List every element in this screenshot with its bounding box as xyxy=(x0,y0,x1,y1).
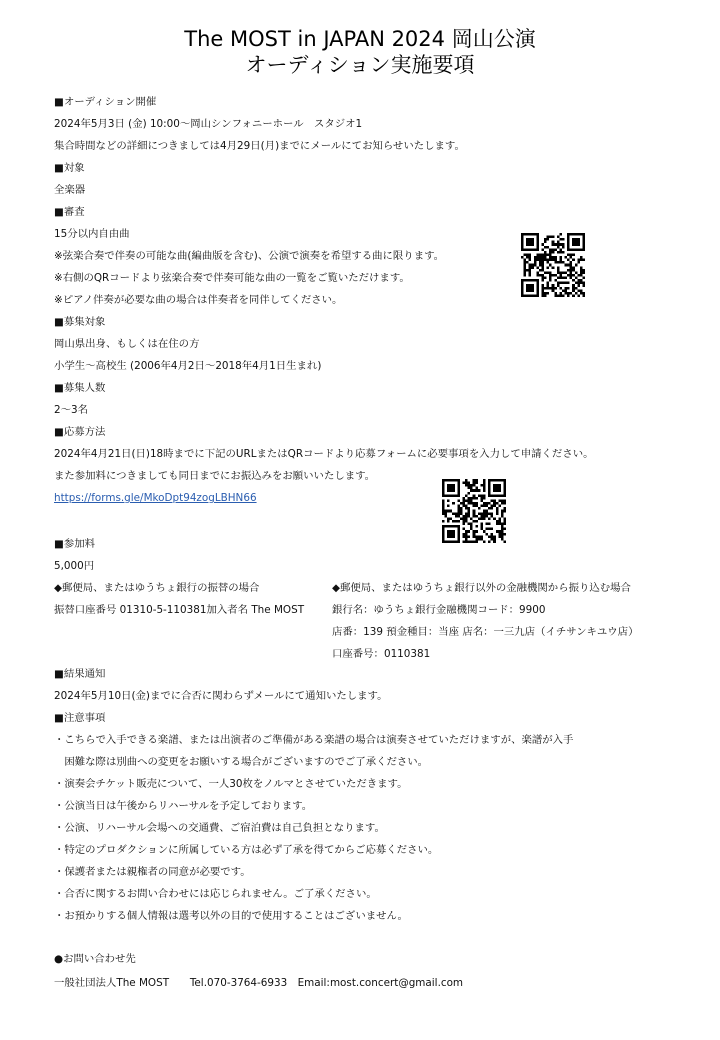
eligibility-heading: ■募集対象 xyxy=(54,316,106,328)
audition-date-venue: 2024年5月3日 (金) 10:00～岡山シンフォニーホール スタジオ1 xyxy=(54,118,363,130)
notes-heading: ■注意事項 xyxy=(54,712,106,724)
notes-item-1a: ・こちらで入手できる楽譜、または出演者のご準備がある楽譜の場合は演奏させていただけますが、楽譜が入手 xyxy=(54,734,574,746)
review-qr-code-icon[interactable] xyxy=(521,233,585,297)
fee-postal-account: 振替口座番号 01310-5-110381加入者名 The MOST xyxy=(54,604,305,616)
fee-bank-heading: ◆郵便局、またはゆうちょ銀行以外の金融機関から振り込む場合 xyxy=(332,582,631,594)
fee-bank-account: 口座番号：0110381 xyxy=(332,648,431,660)
contact-line: 一般社団法人The MOST Tel.070-3764-6933 Email:most.concert@gmail.com xyxy=(54,977,464,989)
apply-form-link[interactable]: https://forms.gle/MkoDpt94zogLBHN66 xyxy=(54,492,257,504)
fee-postal-heading: ◆郵便局、またはゆうちょ銀行の振替の場合 xyxy=(54,582,260,594)
notes-item-7: ・合否に関するお問い合わせには応じられません。ご了承ください。 xyxy=(54,888,377,900)
review-item-4: ※ピアノ伴奏が必要な曲の場合は伴奏者を同伴してください。 xyxy=(54,294,343,306)
review-item-3: ※右側のQRコードより弦楽合奏で伴奏可能な曲の一覧をご覧いただけます。 xyxy=(54,272,410,284)
audition-heading: ■オーディション開催 xyxy=(54,96,157,108)
notes-item-3: ・公演当日は午後からリハーサルを予定しております。 xyxy=(54,800,313,812)
review-heading: ■審査 xyxy=(54,206,85,218)
audition-notice: 集合時間などの詳細につきましては4月29日(月)までにメールにてお知らせいたします。 xyxy=(54,140,465,152)
notes-item-6: ・保護者または親権者の同意が必要です。 xyxy=(54,866,251,878)
contact-heading: ●お問い合わせ先 xyxy=(54,953,136,965)
apply-qr-code-icon[interactable] xyxy=(442,479,506,543)
result-heading: ■結果通知 xyxy=(54,668,106,680)
count-value: 2～3名 xyxy=(54,404,89,416)
notes-item-2: ・演奏会チケット販売について、一人30枚をノルマとさせていただきます。 xyxy=(54,778,408,790)
target-value: 全楽器 xyxy=(54,184,86,196)
eligibility-line-2: 小学生～高校生 (2006年4月2日～2018年4月1日生まれ) xyxy=(54,360,322,372)
eligibility-line-1: 岡山県出身、もしくは在住の方 xyxy=(54,338,200,350)
fee-heading: ■参加料 xyxy=(54,538,95,550)
notes-item-8: ・お預かりする個人情報は選考以外の目的で使用することはございません。 xyxy=(54,910,408,922)
notes-item-1b: 困難な際は別曲への変更をお願いする場合がございますのでご了承ください。 xyxy=(54,756,429,768)
target-heading: ■対象 xyxy=(54,162,85,174)
notes-item-4: ・公演、リハーサル会場への交通費、ご宿泊費は自己負担となります。 xyxy=(54,822,385,834)
count-heading: ■募集人数 xyxy=(54,382,106,394)
apply-line-1: 2024年4月21日(日)18時までに下記のURLまたはQRコードより応募フォームに必要事項を入力して申請ください。 xyxy=(54,448,594,460)
review-item-1: 15分以内自由曲 xyxy=(54,228,130,240)
fee-bank-name: 銀行名：ゆうちょ銀行金融機関コード：9900 xyxy=(332,604,546,616)
result-value: 2024年5月10日(金)までに合否に関わらずメールにて通知いたします。 xyxy=(54,690,388,702)
page-subtitle: オーディション実施要項 xyxy=(245,53,475,77)
notes-item-5: ・特定のプロダクションに所属している方は必ず了承を得てからご応募ください。 xyxy=(54,844,439,856)
apply-line-2: また参加料につきましても同日までにお振込みをお願いいたします。 xyxy=(54,470,376,482)
fee-bank-branch: 店番：139 預金種目：当座 店名：一三九店（イチサンキユウ店） xyxy=(332,626,639,638)
review-item-2: ※弦楽合奏で伴奏の可能な曲(編曲版を含む)、公演で演奏を希望する曲に限ります。 xyxy=(54,250,445,262)
page-title: The MOST in JAPAN 2024 岡山公演 xyxy=(184,27,536,51)
fee-amount: 5,000円 xyxy=(54,560,95,572)
apply-heading: ■応募方法 xyxy=(54,426,106,438)
